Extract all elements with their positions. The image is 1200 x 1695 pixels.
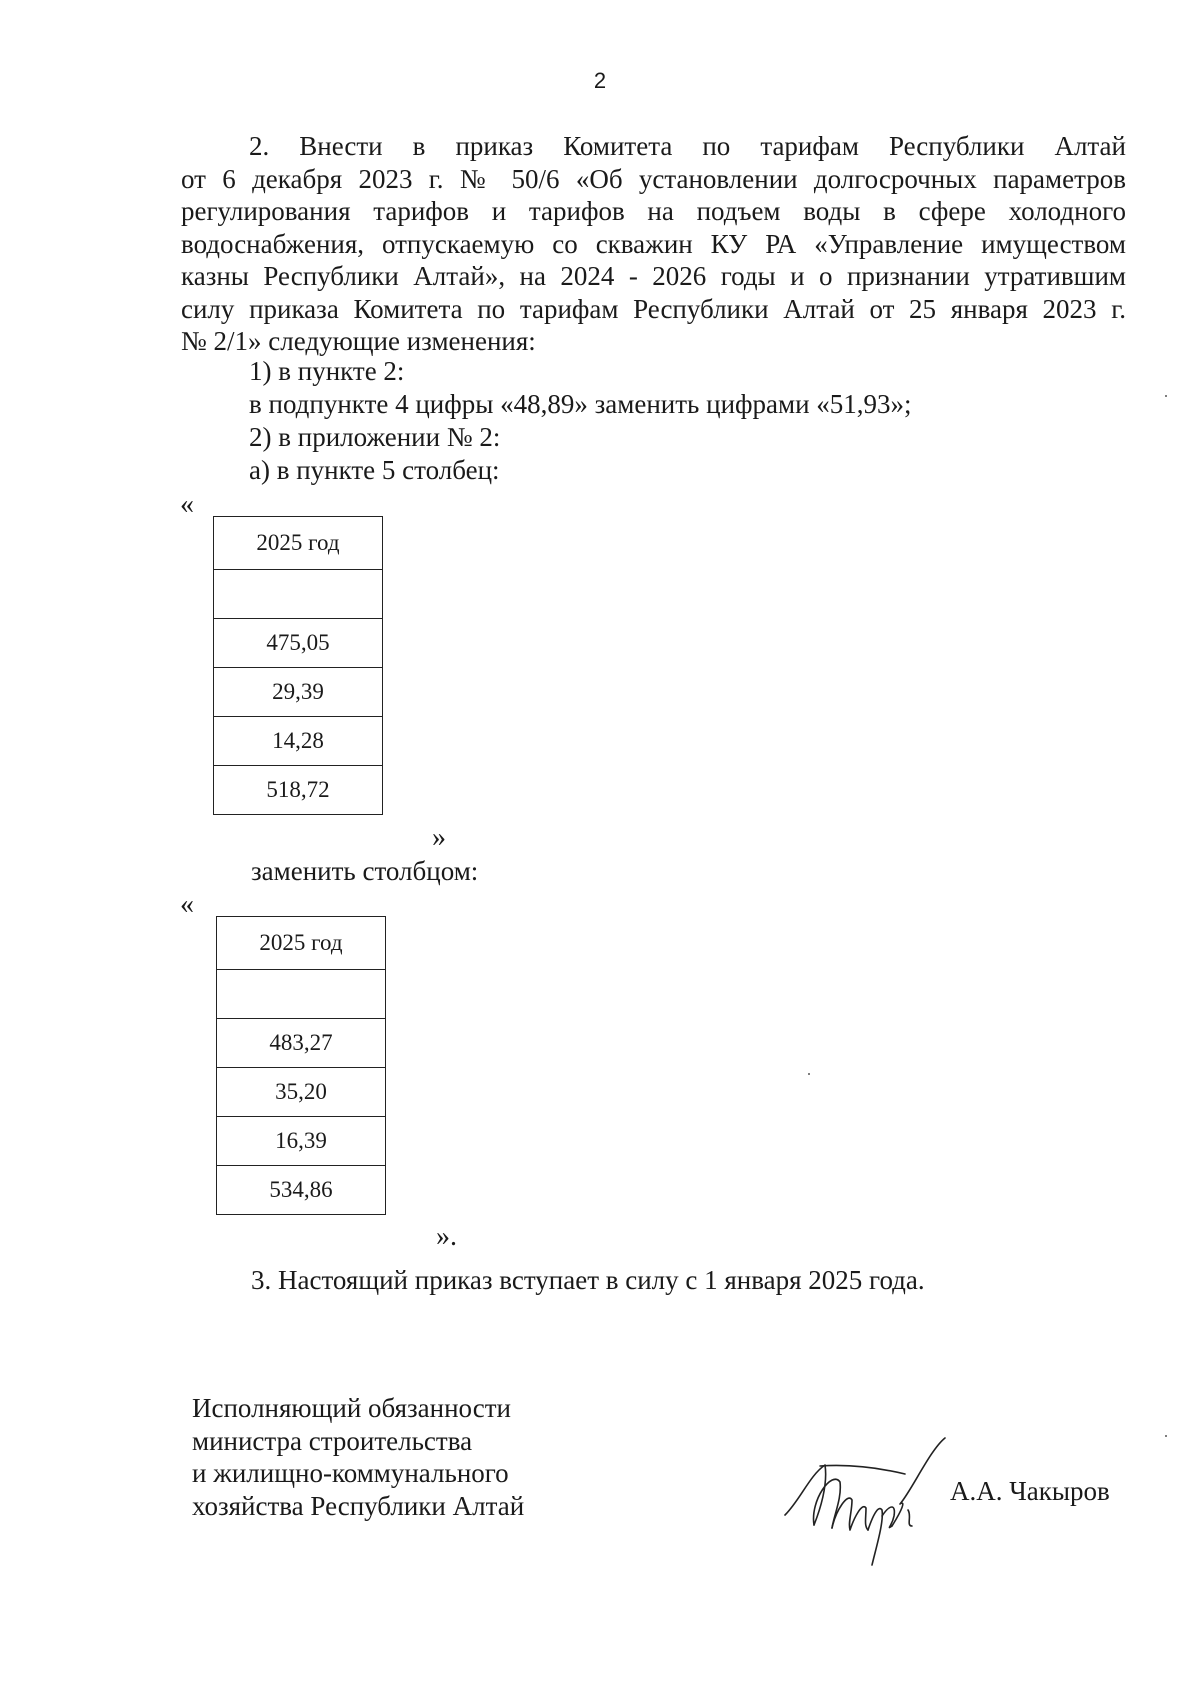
old-column-header: 2025 год <box>214 517 383 570</box>
replace-with-text: заменить столбцом: <box>251 856 479 886</box>
signatory-position-line: Исполняющий обязанности <box>192 1393 511 1423</box>
signatory-position-line: и жилищно-коммунального <box>192 1458 509 1488</box>
old-column-cell: 475,05 <box>214 619 383 668</box>
opening-quote: « <box>180 889 194 920</box>
handwritten-signature <box>780 1430 955 1570</box>
signatory-position <box>192 1392 524 1522</box>
old-column-cell <box>214 570 383 619</box>
new-column-cell: 534,86 <box>217 1166 386 1215</box>
new-column-cell: 483,27 <box>217 1019 386 1068</box>
subitem-2a-text: а) в пункте 5 столбец: <box>249 455 500 485</box>
item-2-line: водоснабжения, отпускаемую со скважин КУ РА «Управление имуществом <box>181 228 1126 259</box>
item-2-line: регулирования тарифов и тарифов на подъем воды в сфере холодного <box>181 196 1126 226</box>
signer-name: А.А. Чакыров <box>950 1476 1110 1506</box>
old-column-table <box>213 516 383 815</box>
page-number: 2 <box>593 68 607 93</box>
new-column-cell <box>217 970 386 1019</box>
item-2-line: от 6 декабря 2023 г. № 50/6 «Об установлении долгосрочных параметров <box>181 163 1126 194</box>
signatory-position-line: хозяйства Республики Алтай <box>192 1490 525 1521</box>
old-column-cell: 518,72 <box>214 766 383 815</box>
new-column-header: 2025 год <box>217 917 386 970</box>
item-2-line: силу приказа Комитета по тарифам Республики Алтай от 25 января 2023 г. <box>181 293 1126 324</box>
signatory-position-line: министра строительства <box>192 1425 473 1456</box>
subitem-1-heading: 1) в пункте 2: <box>249 356 405 386</box>
old-column-cell: 14,28 <box>214 717 383 766</box>
new-column-cell: 35,20 <box>217 1068 386 1117</box>
new-column-table <box>216 916 386 1215</box>
new-column-cell: 16,39 <box>217 1117 386 1166</box>
opening-quote: « <box>180 489 194 520</box>
subitem-2-heading: 2) в приложении № 2: <box>249 422 501 452</box>
scan-speck <box>1165 1435 1167 1437</box>
item-3-text: 3. Настоящий приказ вступает в силу с 1 января 2025 года. <box>251 1265 925 1295</box>
item-2-line: 2. Внести в приказ Комитета по тарифам Республики Алтай <box>249 131 1126 161</box>
item-2-line: № 2/1» следующие изменения: <box>181 326 536 356</box>
item-2-paragraph <box>181 130 1126 358</box>
scan-speck <box>1165 395 1167 397</box>
scan-speck <box>808 1073 810 1075</box>
closing-quote: » <box>432 822 446 853</box>
closing-quote-final: ». <box>436 1221 457 1252</box>
item-2-line: казны Республики Алтай», на 2024 - 2026 годы и о признании утратившим <box>181 261 1126 291</box>
old-column-cell: 29,39 <box>214 668 383 717</box>
subitem-1-text: в подпункте 4 цифры «48,89» заменить цифрами «51,93»; <box>249 389 912 419</box>
